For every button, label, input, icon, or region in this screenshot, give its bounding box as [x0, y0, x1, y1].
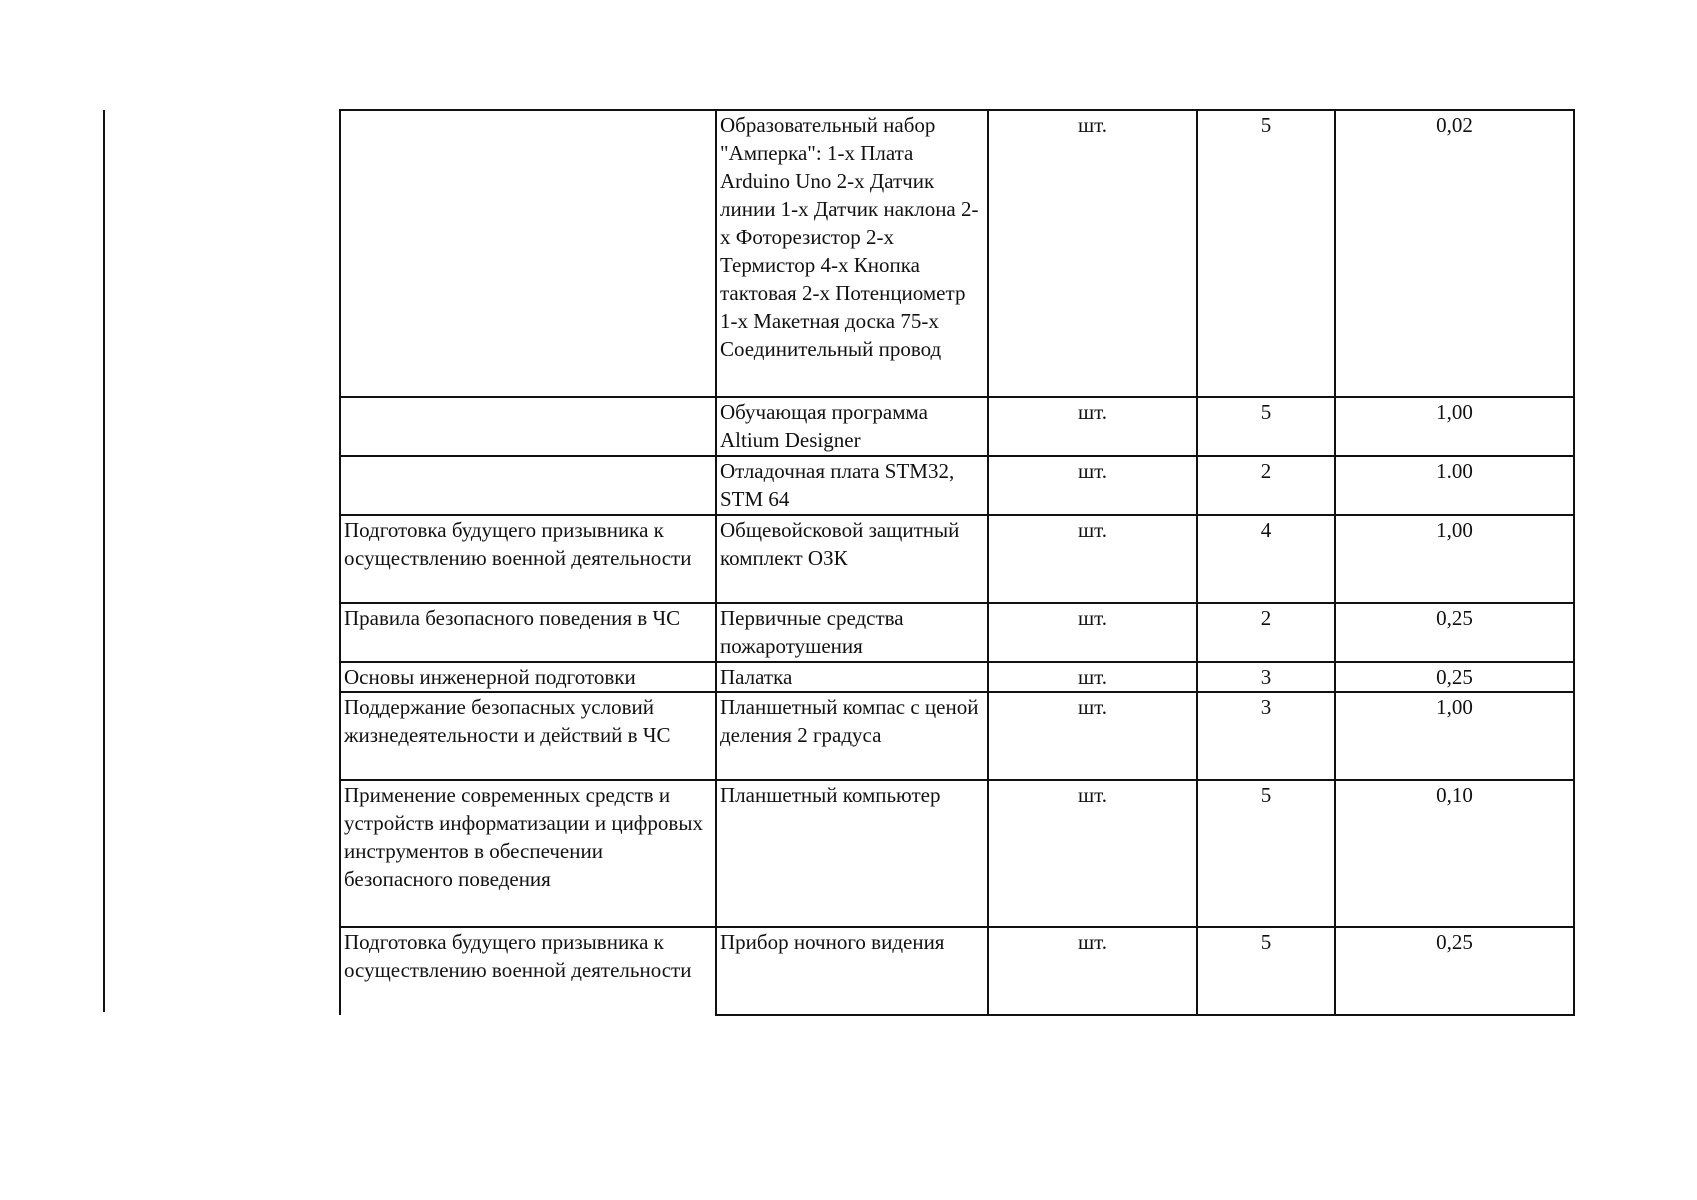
table-row: [340, 456, 1574, 515]
section-cell: Применение современных средств и устройств информатизации и цифровых инструментов в обеспечении безопасного поведения: [340, 780, 716, 927]
unit-cell: шт.: [988, 692, 1197, 780]
item-cell: Первичные средства пожаротушения: [716, 603, 988, 662]
item-cell: Планшетный компьютер: [716, 780, 988, 927]
table-row: [340, 662, 1574, 692]
table-row: [340, 780, 1574, 927]
quantity-cell: 5: [1197, 927, 1335, 1015]
value-cell: 0,25: [1335, 662, 1574, 692]
table-row: [340, 603, 1574, 662]
section-cell: Поддержание безопасных условий жизнедеятельности и действий в ЧС: [340, 692, 716, 780]
quantity-cell: 3: [1197, 692, 1335, 780]
item-cell: Общевойсковой защитный комплект ОЗК: [716, 515, 988, 603]
table-row: [340, 397, 1574, 456]
value-cell: 1,00: [1335, 515, 1574, 603]
unit-cell: шт.: [988, 662, 1197, 692]
table-row: [340, 692, 1574, 780]
unit-cell: шт.: [988, 603, 1197, 662]
value-cell: 1.00: [1335, 456, 1574, 515]
table-row: [340, 515, 1574, 603]
section-cell: Правила безопасного поведения в ЧС: [340, 603, 716, 662]
quantity-cell: 2: [1197, 603, 1335, 662]
unit-cell: шт.: [988, 927, 1197, 1015]
left-margin-rule: [103, 110, 105, 1012]
quantity-cell: 4: [1197, 515, 1335, 603]
item-cell: Обучающая программа Altium Designer: [716, 397, 988, 456]
section-cell: [340, 110, 716, 397]
item-cell: Планшетный компас с ценой деления 2 градуса: [716, 692, 988, 780]
quantity-cell: 2: [1197, 456, 1335, 515]
item-cell: Образовательный набор "Амперка": 1-х Плата Arduino Uno 2-х Датчик линии 1-х Датчик наклона 2-х Фоторезистор 2-х Термистор 4-х Кнопка тактовая 2-х Потенциометр 1-х Макетная доска 75-х Соединительный провод: [716, 110, 988, 397]
section-cell: Подготовка будущего призывника к осуществлению военной деятельности: [340, 927, 716, 1015]
section-cell: [340, 397, 716, 456]
value-cell: 1,00: [1335, 692, 1574, 780]
unit-cell: шт.: [988, 780, 1197, 927]
section-cell: [340, 456, 716, 515]
quantity-cell: 5: [1197, 780, 1335, 927]
quantity-cell: 5: [1197, 397, 1335, 456]
quantity-cell: 5: [1197, 110, 1335, 397]
unit-cell: шт.: [988, 397, 1197, 456]
value-cell: 0,10: [1335, 780, 1574, 927]
unit-cell: шт.: [988, 110, 1197, 397]
unit-cell: шт.: [988, 515, 1197, 603]
unit-cell: шт.: [988, 456, 1197, 515]
value-cell: 0,02: [1335, 110, 1574, 397]
value-cell: 0,25: [1335, 603, 1574, 662]
quantity-cell: 3: [1197, 662, 1335, 692]
item-cell: Прибор ночного видения: [716, 927, 988, 1015]
equipment-table: [339, 109, 1575, 1016]
value-cell: 0,25: [1335, 927, 1574, 1015]
section-cell: Подготовка будущего призывника к осуществлению военной деятельности: [340, 515, 716, 603]
item-cell: Палатка: [716, 662, 988, 692]
section-cell: Основы инженерной подготовки: [340, 662, 716, 692]
table-row: [340, 927, 1574, 1015]
table-row: [340, 110, 1574, 397]
item-cell: Отладочная плата STM32, STM 64: [716, 456, 988, 515]
value-cell: 1,00: [1335, 397, 1574, 456]
